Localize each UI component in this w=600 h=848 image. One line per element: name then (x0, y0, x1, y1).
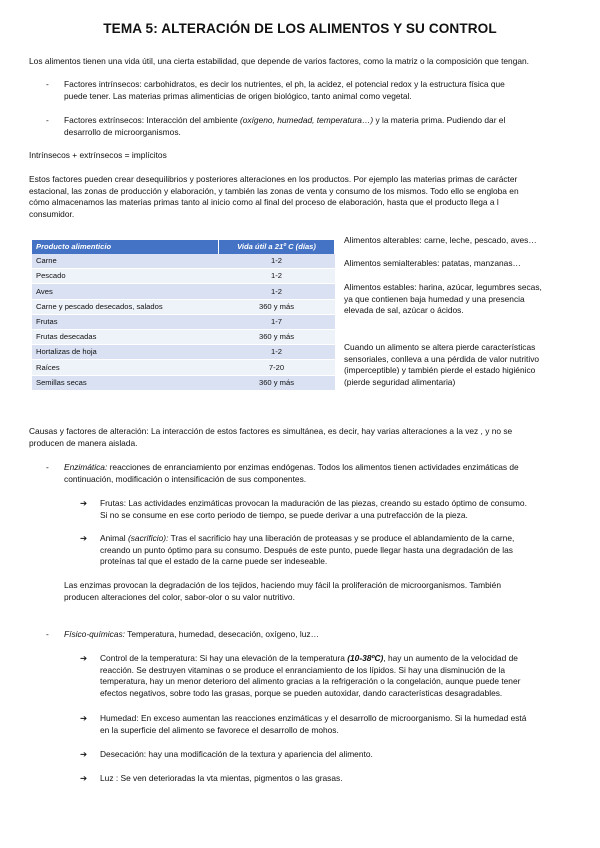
temperature-text: Control de la temperatura: Si hay una elevación de la temperatura (100, 653, 348, 663)
cell-product: Frutas (32, 314, 219, 329)
table-row (32, 284, 335, 299)
arrow-bullet-icon: ➔ (80, 749, 88, 759)
animal-line: proteínas tal que el estado de la carne puede ser indeseable. (100, 556, 328, 567)
physicochemical-section (64, 629, 574, 641)
table-row (32, 299, 335, 314)
animal-item (100, 533, 580, 568)
bullet-dash: - (46, 629, 49, 639)
cell-shelf-life: 1-2 (219, 269, 335, 284)
cell-product: Raíces (32, 360, 219, 375)
summary-line: producen alteraciones del color, sabor-olor o su valor nutritivo. (64, 591, 295, 602)
fruits-line: Frutas: Las actividades enzimáticas provocan la maduración de las piezas, creando su estado óptimo de consumo. (100, 498, 527, 508)
intrinsic-text-2: puede tener. Las materias primas alimenticias de origen biológico, tanto animal como vegetal. (64, 90, 412, 101)
extrinsic-factors (64, 115, 574, 138)
cell-product: Carne y pescado desecados, salados (32, 299, 219, 314)
table-row (32, 375, 335, 390)
side-note-stable (344, 282, 568, 317)
formula-line: Intrínsecos + extrínsecos = implícitos (29, 150, 167, 160)
intrinsic-factors (64, 79, 574, 102)
side-line: Alimentos estables: harina, azúcar, legumbres secas, (344, 282, 542, 292)
temperature-line: temperatura, hay un menor deterioro del alimento gracias a la refrigeración o la congelación, aunque puede tener (100, 676, 521, 687)
para-line: cómo almacenamos las materias primas tanto al inicio como al final del proceso de elaboración, hasta que el producto llega a l (29, 197, 499, 208)
intrinsic-label: Factores intrínsecos: (64, 79, 142, 89)
arrow-bullet-icon: ➔ (80, 653, 88, 663)
animal-line: creando un punto óptimo para su consumo. Después de este punto, puede llegar hasta una degradación de las (100, 544, 513, 555)
para-line: estacional, las zonas de producción y elaboración, y también las zonas de venta y consumo de los mismos. Todo ello se engloba en (29, 185, 519, 196)
cell-shelf-life: 7-20 (219, 360, 335, 375)
extrinsic-text-2: desarrollo de microorganismos. (64, 126, 181, 137)
arrow-bullet-icon: ➔ (80, 498, 88, 508)
arrow-bullet-icon: ➔ (80, 713, 88, 723)
cell-product: Hortalizas de hoja (32, 345, 219, 360)
temperature-text-b: , hay un aumento de la velocidad de (383, 653, 518, 663)
bullet-dash: - (46, 79, 49, 89)
enzymatic-text-2: continuación, modificación o intensificación de sus componentes. (64, 473, 307, 484)
side-note-alterable: Alimentos alterables: carne, leche, pescado, aves… (344, 235, 537, 245)
page-title: TEMA 5: ALTERACIÓN DE LOS ALIMENTOS Y SU CONTROL (103, 21, 497, 36)
side-line: elevada de sal, azúcar o ácidos. (344, 305, 464, 316)
cell-shelf-life: 1-2 (219, 284, 335, 299)
bullet-dash: - (46, 115, 49, 125)
side-line: (imperceptible) y también pierde el estado higiénico (344, 365, 536, 376)
enzymatic-section (64, 462, 574, 485)
cell-shelf-life: 360 y más (219, 299, 335, 314)
temperature-line: efectos negativos, sobre todo las grasas, porque se pueden autoxidar, dando características desagradables. (100, 687, 503, 698)
table-row (32, 269, 335, 284)
fruits-line: Si no se consume en ese corto periodo de tiempo, se puede derivar a una putrefacción de la pieza. (100, 509, 468, 520)
para-line: producen de manera aislada. (29, 437, 138, 448)
para-line: Causas y factores de alteración: La interacción de estos factores es simultánea, es decir, hay varias alteraciones a la vez , y no se (29, 426, 513, 436)
enzymatic-label: Enzimática: (64, 462, 108, 472)
summary-line: Las enzimas provocan la degradación de los tejidos, haciendo muy fácil la proliferación de microorganismos. También (64, 580, 501, 590)
animal-italic: (sacrificio): (127, 533, 169, 543)
physicochemical-text: Temperatura, humedad, desecación, oxígeno, luz… (124, 629, 319, 639)
animal-label: Animal (100, 533, 128, 543)
arrow-bullet-icon: ➔ (80, 533, 88, 543)
humidity-item (100, 713, 580, 736)
para-line: Estos factores pueden crear desequilibrios y posteriores alteraciones en los productos. Por ejemplo las materias primas de carácter (29, 174, 518, 184)
light-item: Luz : Se ven deterioradas la vta mientas, pigmentos o las grasas. (100, 773, 343, 783)
temperature-line: reacción. Se destruyen vitaminas o se produce el enranciamiento de los lípidos. Si hay una disminución de la (100, 664, 506, 675)
side-line: ya que contienen baja humedad y una presencia (344, 293, 525, 304)
extrinsic-text: Interacción del ambiente (144, 115, 240, 125)
animal-text: Tras el sacrificio hay una liberación de proteasas y se produce el ablandamiento de la carne, (168, 533, 515, 543)
enzymatic-text: reacciones de enranciamiento por enzimas endógenas. Todos los alimentos tienen actividades enzimáticas de (107, 462, 519, 472)
cell-shelf-life: 360 y más (219, 329, 335, 344)
temperature-range: (10-38ºC) (347, 653, 384, 663)
arrow-bullet-icon: ➔ (80, 773, 88, 783)
column-header-product: Producto alimenticio (32, 240, 219, 254)
humidity-line: en la superficie del alimento se favorece el desarrollo de mohos. (100, 724, 339, 735)
cell-product: Aves (32, 284, 219, 299)
para-line: consumidor. (29, 208, 75, 219)
side-note-semialterable: Alimentos semialterables: patatas, manzanas… (344, 258, 521, 268)
bullet-dash: - (46, 462, 49, 472)
cell-shelf-life: 360 y más (219, 375, 335, 390)
table-row (32, 254, 335, 269)
side-line: (pierde seguridad alimentaria) (344, 376, 456, 387)
cell-shelf-life: 1-7 (219, 314, 335, 329)
extrinsic-italic: (oxígeno, humedad, temperatura…) (239, 115, 374, 125)
intrinsic-text: carbohidratos, es decir los nutrientes, el ph, la acidez, el potencial redox y la estructura física que (141, 79, 505, 89)
side-line: sensoriales, conlleva a una pérdida de valor nutritivo (344, 353, 540, 364)
column-header-shelf-life: Vida útil a 21º C (días) (219, 240, 335, 254)
causes-paragraph (29, 426, 579, 449)
desiccation-item: Desecación: hay una modificación de la textura y apariencia del alimento. (100, 749, 373, 759)
shelf-life-table (32, 240, 335, 391)
extrinsic-label: Factores extrínsecos: (64, 115, 145, 125)
extrinsic-text-b: y la materia prima. Pudiendo dar el (373, 115, 506, 125)
table-row (32, 329, 335, 344)
humidity-line: Humedad: En exceso aumentan las reacciones enzimáticas y el desarrollo de microorganismo. Si la humedad está (100, 713, 527, 723)
table-row (32, 314, 335, 329)
temperature-item (100, 653, 580, 699)
cell-product: Frutas desecadas (32, 329, 219, 344)
cell-product: Carne (32, 254, 219, 269)
side-line: Cuando un alimento se altera pierde características (344, 342, 536, 352)
cell-shelf-life: 1-2 (219, 345, 335, 360)
intro-paragraph: Los alimentos tienen una vida útil, una cierta estabilidad, que depende de varios factores, como la matriz o la composición que tengan. (29, 56, 530, 66)
cell-product: Pescado (32, 269, 219, 284)
table-row (32, 360, 335, 375)
paragraph-disequilibrium (29, 174, 579, 220)
enzymes-summary (64, 580, 579, 603)
table-row (32, 345, 335, 360)
side-note-alteration (344, 342, 568, 388)
fruits-item (100, 498, 580, 521)
cell-product: Semillas secas (32, 375, 219, 390)
physicochemical-label: Físico-químicas: (64, 629, 125, 639)
cell-shelf-life: 1-2 (219, 254, 335, 269)
table-header-row (32, 240, 335, 254)
